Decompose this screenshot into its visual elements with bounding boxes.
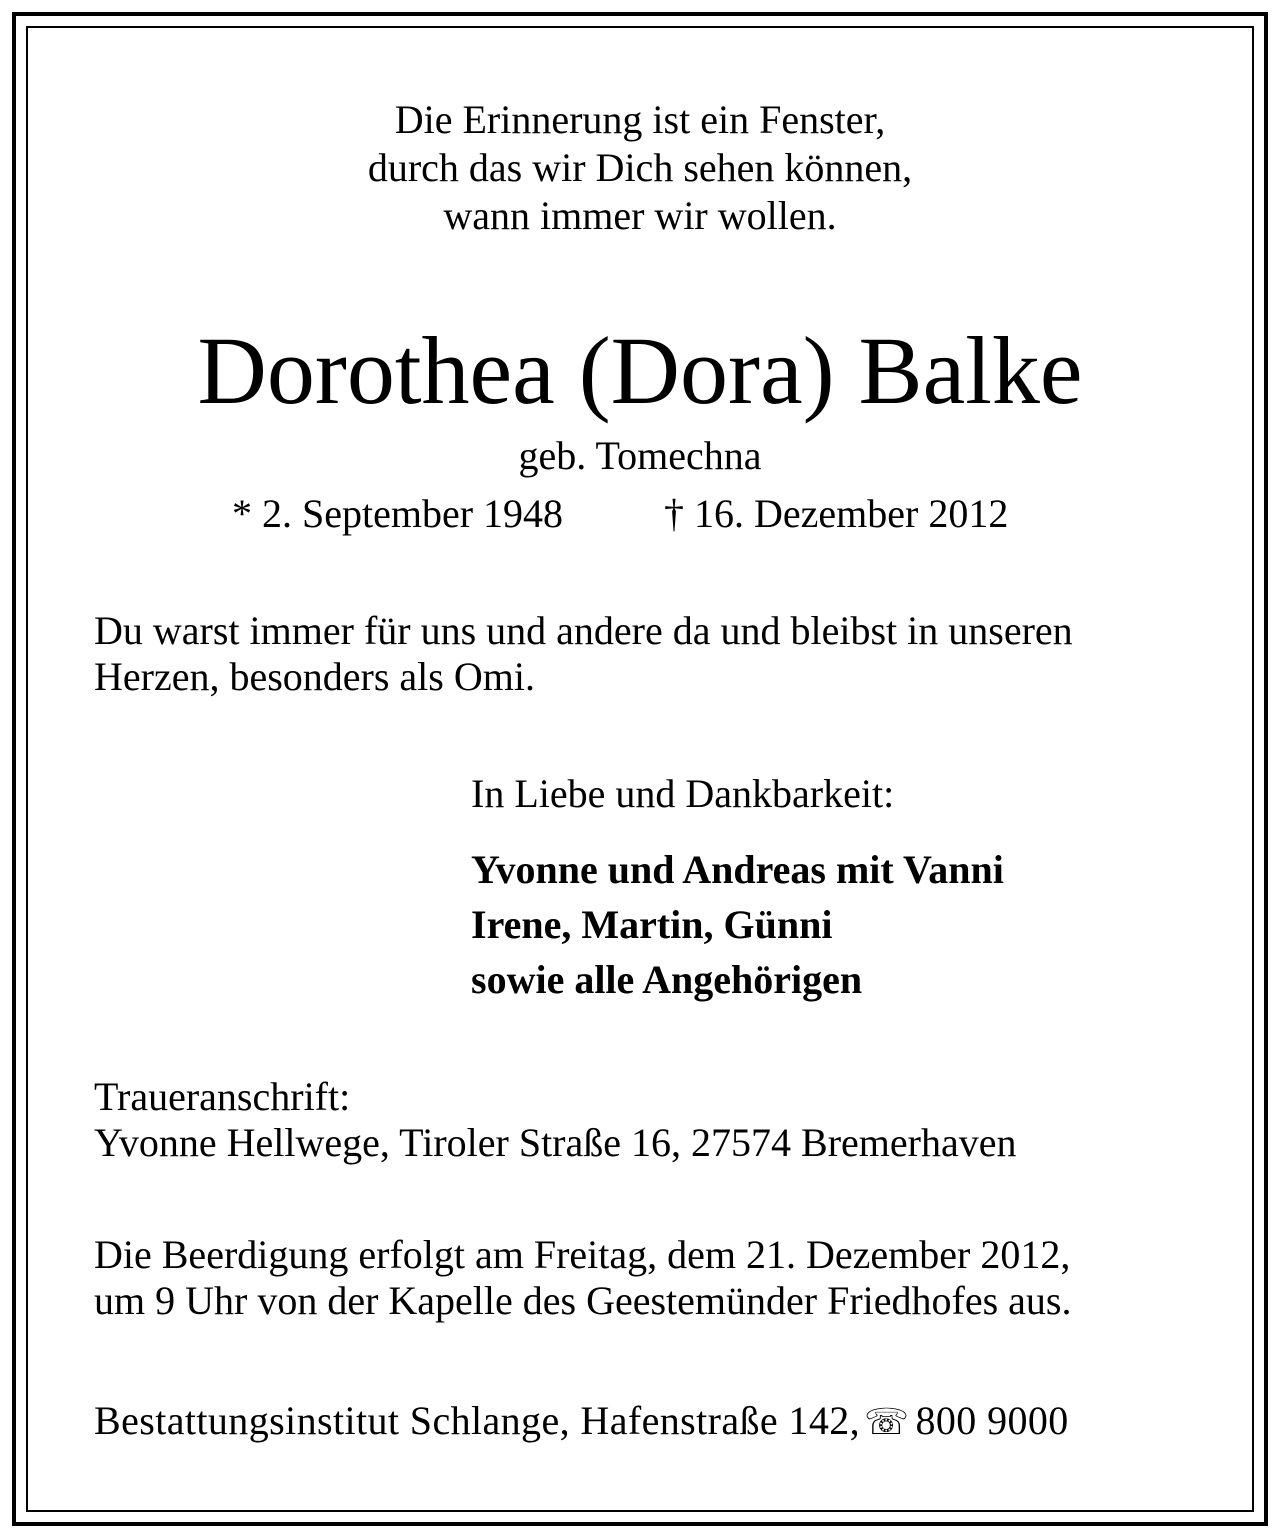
- deceased-name: Dorothea (Dora) Balke: [197, 317, 1083, 424]
- address-value: Yvonne Hellwege, Tiroler Straße 16, 27574 Bremerhaven: [94, 1120, 1017, 1165]
- mourner-line: Yvonne und Andreas mit Vanni: [471, 847, 1004, 892]
- telephone-icon: ☏: [864, 1402, 910, 1443]
- mourner-line: sowie alle Angehörigen: [471, 957, 863, 1002]
- funeral-line: Die Beerdigung erfolgt am Freitag, dem 21. Dezember 2012,: [94, 1232, 1071, 1277]
- mourner-line: Irene, Martin, Günni: [471, 902, 833, 947]
- tribute-line: Herzen, besonders als Omi.: [94, 654, 535, 699]
- birth-date: * 2. September 1948: [232, 491, 564, 536]
- thanks-line: In Liebe und Dankbarkeit:: [471, 771, 895, 816]
- address-label: Traueranschrift:: [94, 1074, 351, 1119]
- undertaker-phone: 800 9000: [915, 1398, 1069, 1443]
- funeral-info: [94, 1232, 1072, 1324]
- motto: [0, 96, 1280, 240]
- mourning-address: [94, 1074, 1016, 1166]
- motto-line: Die Erinnerung ist ein Fenster,: [394, 97, 886, 142]
- motto-line: wann immer wir wollen.: [443, 193, 837, 238]
- tribute-text: [94, 608, 1073, 700]
- death-date: † 16. Dezember 2012: [664, 491, 1009, 536]
- motto-line: durch das wir Dich sehen können,: [367, 145, 913, 190]
- undertaker-text: Bestattungsinstitut Schlange, Hafenstraße 142,: [94, 1398, 861, 1443]
- maiden-name: geb. Tomechna: [518, 433, 762, 478]
- undertaker-info: [94, 1398, 1069, 1446]
- funeral-line: um 9 Uhr von der Kapelle des Geestemünder Friedhofes aus.: [94, 1278, 1072, 1323]
- mourners-list: [471, 842, 1004, 1007]
- tribute-line: Du warst immer für uns und andere da und bleibst in unseren: [94, 608, 1073, 653]
